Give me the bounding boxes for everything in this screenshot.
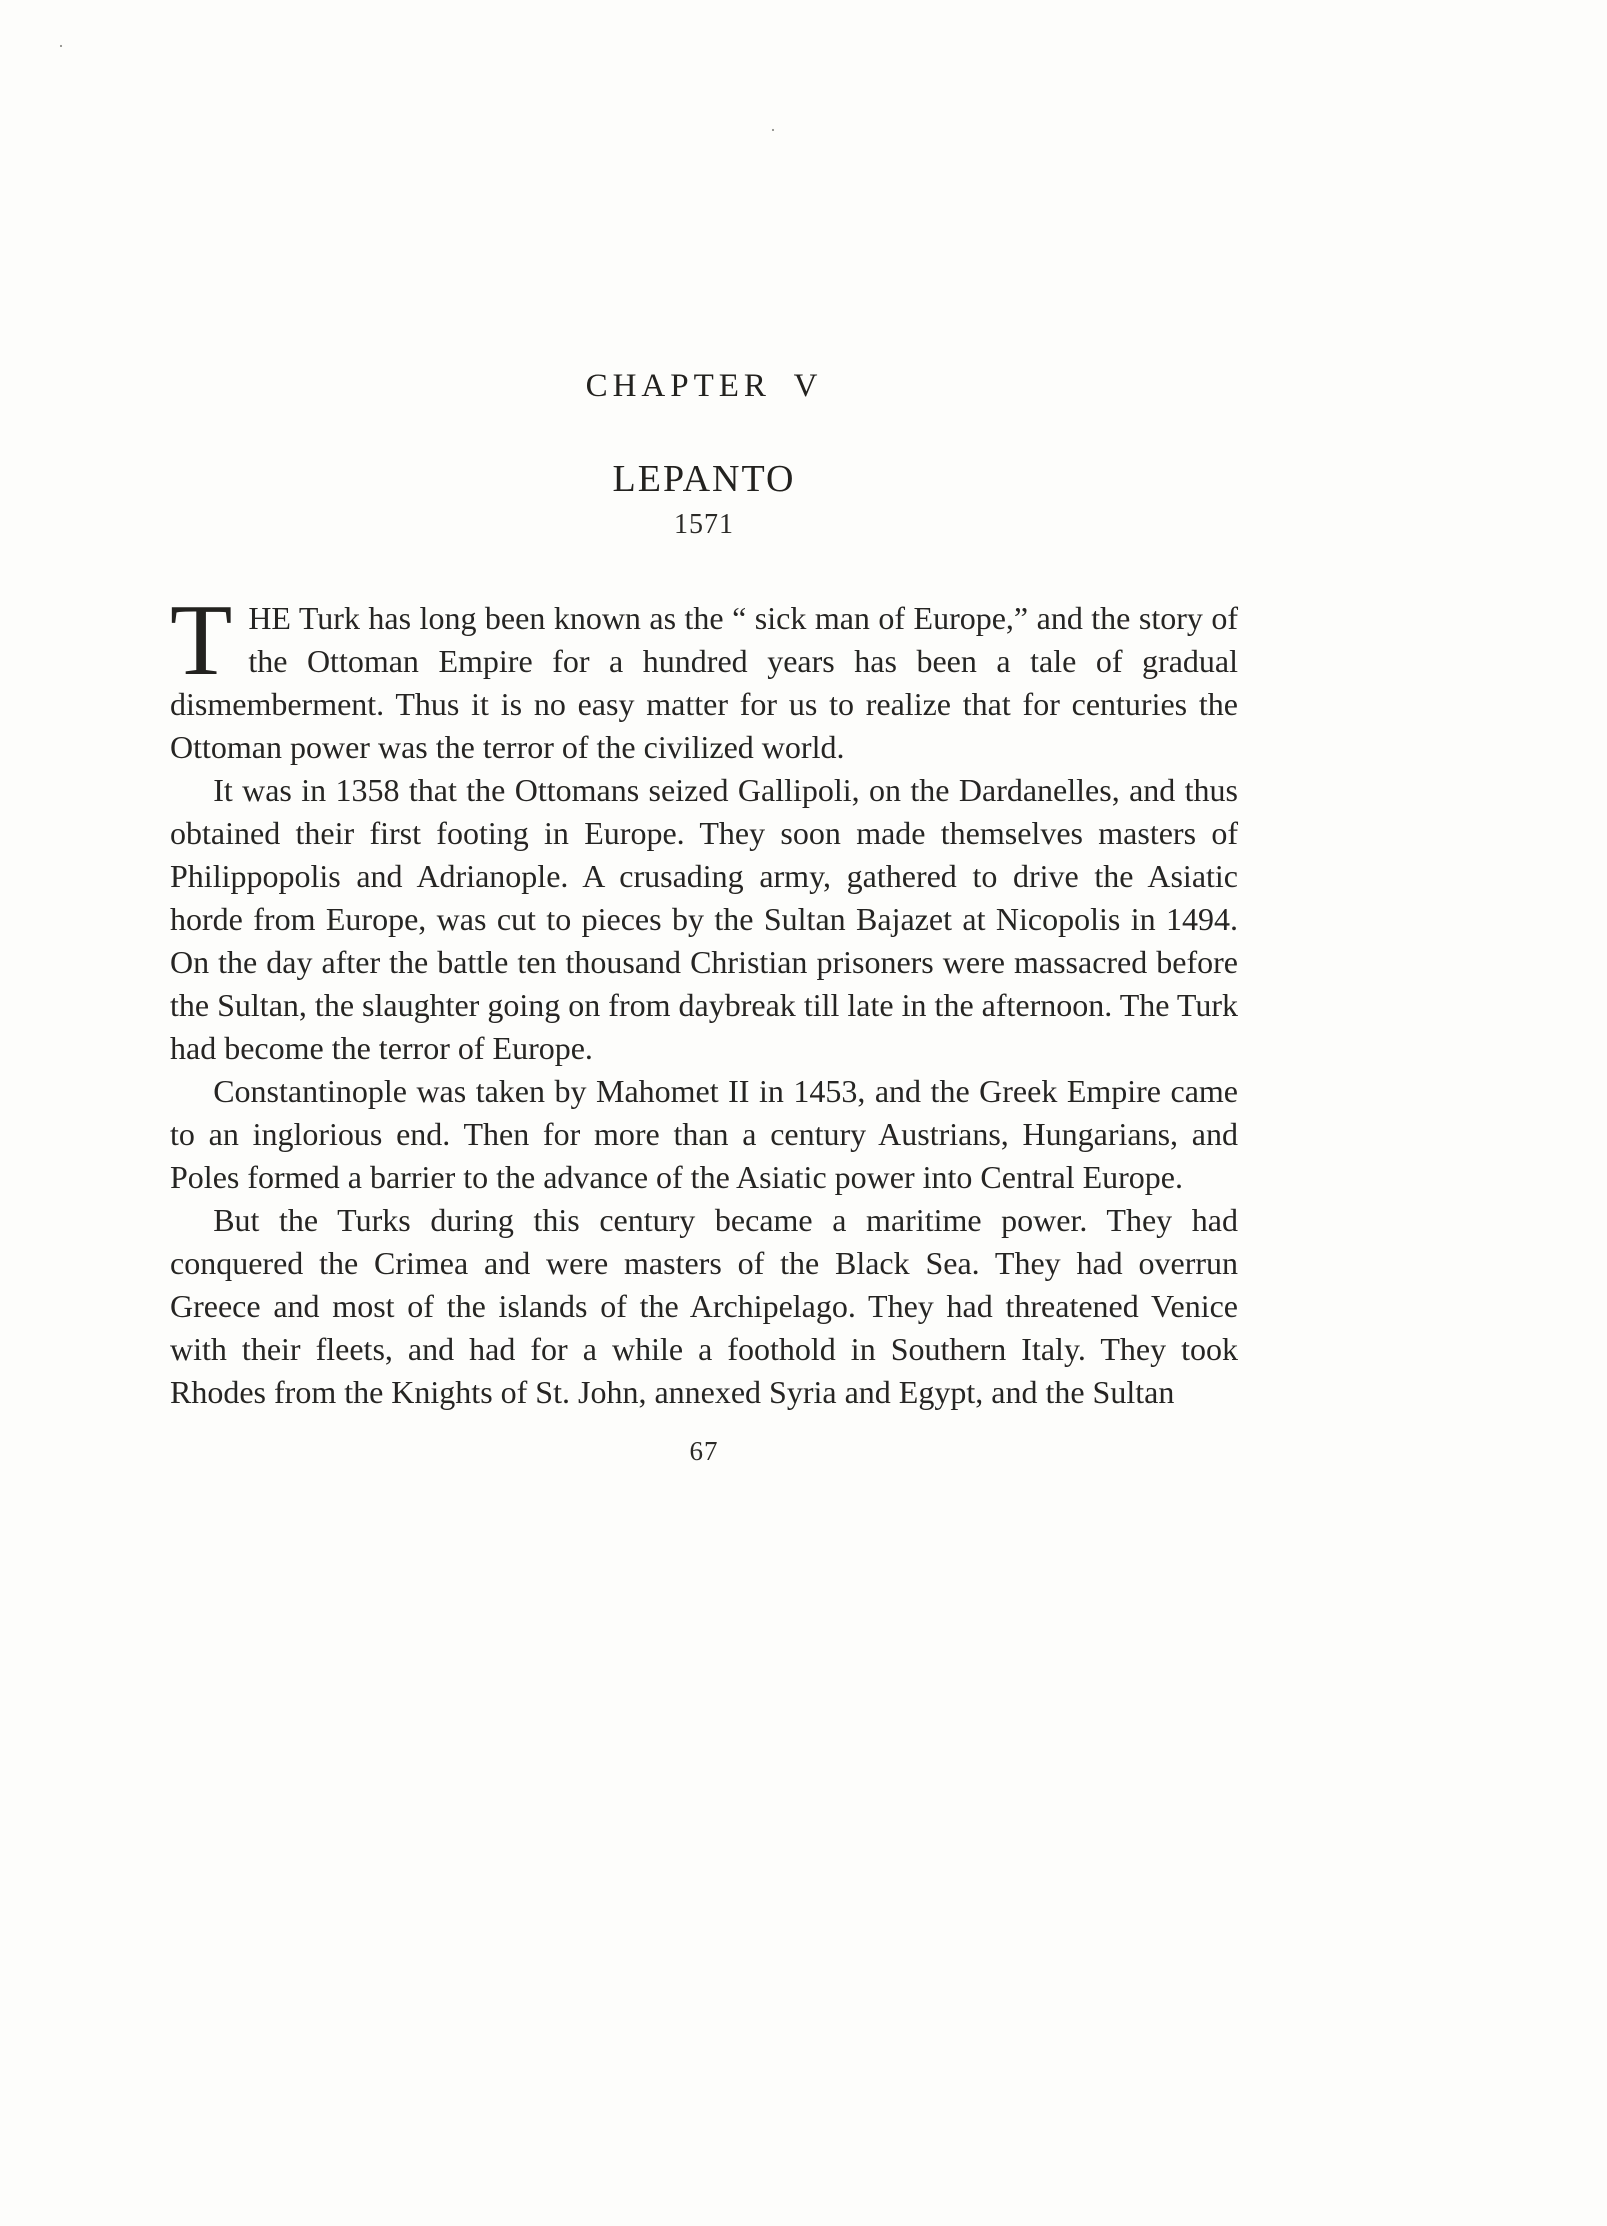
body-text <box>170 584 1238 1414</box>
chapter-heading: CHAPTER V <box>585 368 823 404</box>
paragraph-2: It was in 1358 that the Ottomans seized Gallipoli, on the Dardanelles, and thus obtained their first footing in Europe. They soon made themselves masters of Philippopolis and Adrianople. A crusading army, gathered to drive the Asiatic horde from Europe, was cut to pieces by the Sultan Bajazet at Nicopolis in 1494. On the day after the battle ten thousand Christian prisoners were massacred before the Sultan, the slaughter going on from daybreak till late in the afternoon. The Turk had become the terror of Europe. <box>170 772 1238 1066</box>
dropcap-letter: T <box>170 584 233 697</box>
paragraph-4: But the Turks during this century became a maritime power. They had conquered the Crimea and were masters of the Black Sea. They had overrun Greece and most of the islands of the Archipelago. They had threatened Venice with their fleets, and had for a while a foothold in Southern Italy. They took Rhodes from the Knights of St. John, annexed Syria and Egypt, and the Sultan <box>170 1202 1238 1410</box>
paragraph-3: Constantinople was taken by Mahomet II in 1453, and the Greek Empire came to an inglorious end. Then for more than a century Austrians, Hungarians, and Poles formed a barrier to the advance of the Asiatic power into Central Europe. <box>170 1073 1238 1195</box>
book-page <box>170 0 1238 1467</box>
scan-speck: · <box>770 120 776 140</box>
chapter-title: LEPANTO <box>612 458 796 500</box>
paragraph-1-text: HE Turk has long been known as the “ sick man of Europe,” and the story of the Ottoman Empire for a hundred years has been a tale of gradual dismemberment. Thus it is no easy matter for us to realize that for centuries the Ottoman power was the terror of the civilized world. <box>170 600 1238 765</box>
chapter-year: 1571 <box>674 509 734 540</box>
scan-speck: · <box>58 36 64 56</box>
page-number: 67 <box>689 1436 719 1466</box>
paragraph-1 <box>170 584 1238 769</box>
